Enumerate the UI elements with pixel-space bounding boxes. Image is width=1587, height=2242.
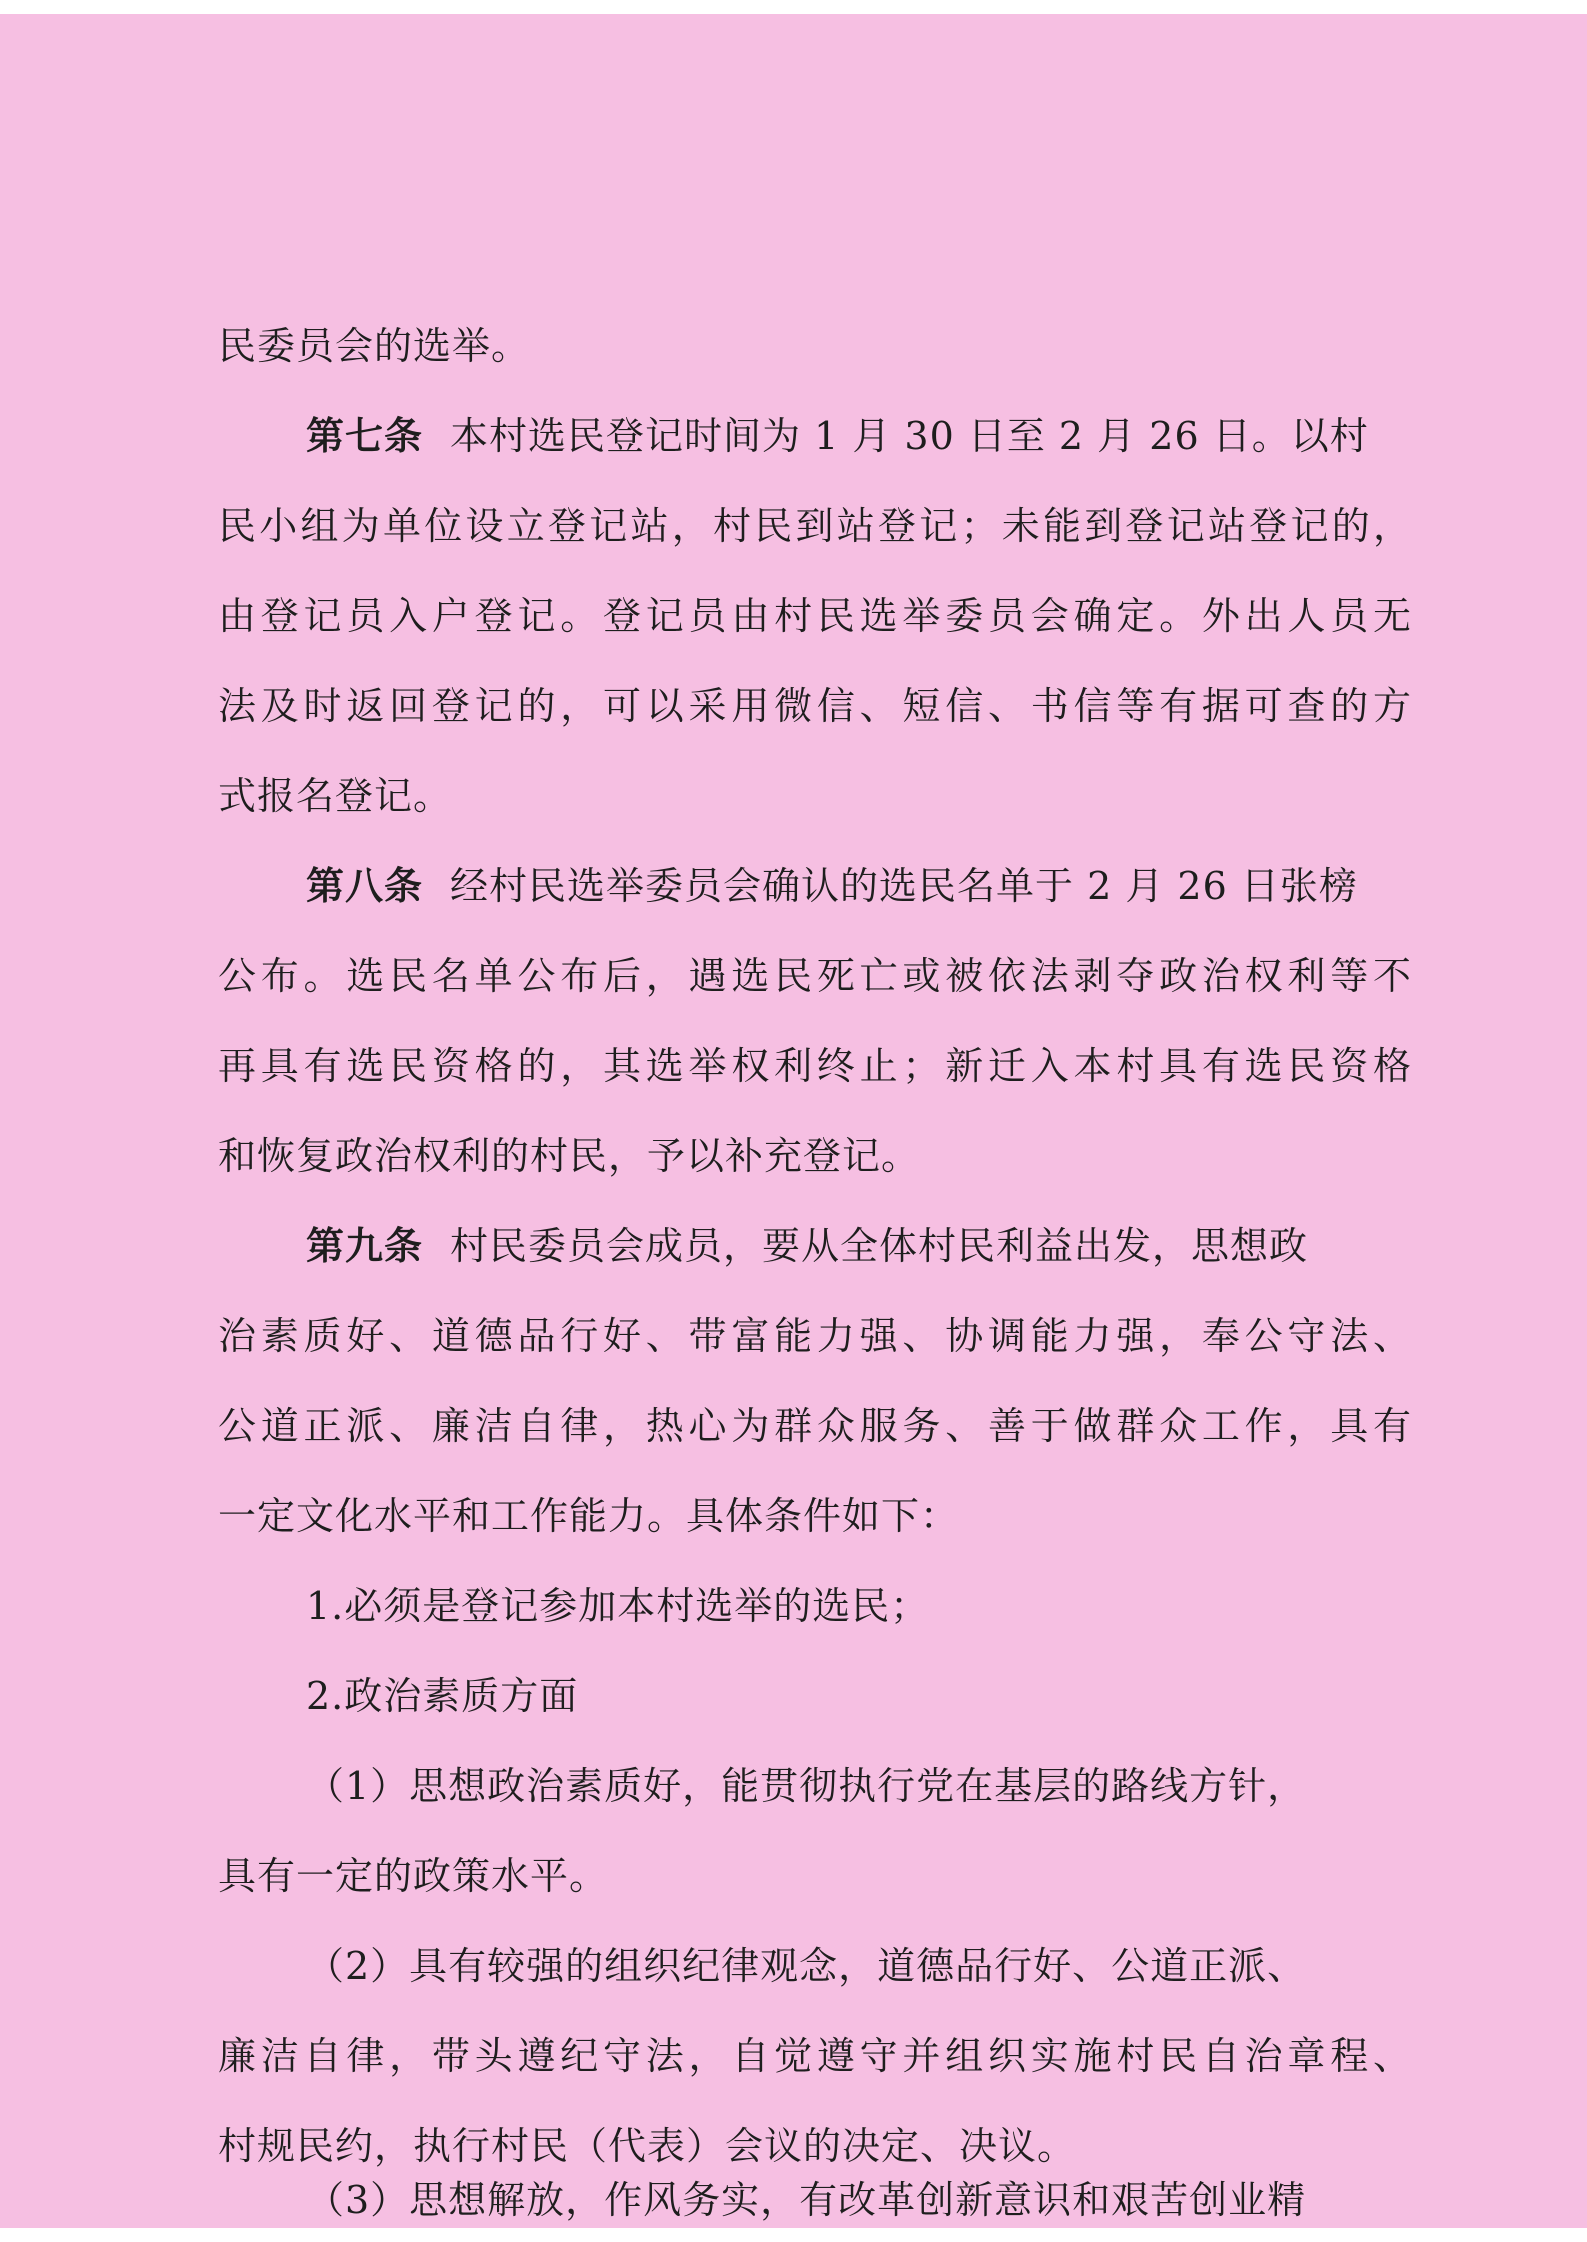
text-line — [0, 946, 1587, 1006]
text-line — [0, 1126, 1587, 1186]
line-text: （1）思想政治素质好，能贯彻执行党在基层的路线方针， — [306, 1764, 1307, 1808]
line-text: （2）具有较强的组织纪律观念，道德品行好、公道正派、 — [306, 1944, 1307, 1988]
article-8-heading-line — [0, 856, 1587, 916]
document-body — [0, 14, 1587, 2228]
document-page — [0, 14, 1587, 2228]
text-line — [0, 676, 1587, 736]
line-text: 和恢复政治权利的村民，予以补充登记。 — [218, 1134, 921, 1178]
text-line — [0, 1486, 1587, 1546]
line-text: 廉洁自律，带头遵纪守法，自觉遵守并组织实施村民自治章程、 — [218, 2034, 1412, 2078]
line-text: 由登记员入户登记。登记员由村民选举委员会确定。外出人员无 — [218, 594, 1412, 638]
text-line — [0, 316, 1587, 376]
line-text: 民小组为单位设立登记站，村民到站登记；未能到登记站登记的， — [218, 504, 1412, 548]
line-text: 村规民约，执行村民（代表）会议的决定、决议。 — [218, 2124, 1077, 2168]
text-line — [0, 1846, 1587, 1906]
article-9-heading-line — [0, 1216, 1587, 1276]
line-text: 村民委员会成员，要从全体村民利益出发，思想政 — [450, 1224, 1309, 1268]
line-text: 法及时返回登记的，可以采用微信、短信、书信等有据可查的方 — [218, 684, 1412, 728]
article-8-heading: 第八条 — [306, 863, 424, 908]
list-item — [0, 1576, 1587, 1636]
line-text: 本村选民登记时间为 1 月 30 日至 2 月 26 日。以村 — [450, 414, 1369, 458]
line-text: 1.必须是登记参加本村选举的选民； — [306, 1584, 930, 1628]
article-7-heading-line — [0, 406, 1587, 466]
line-text: 民委员会的选举。 — [218, 324, 531, 368]
line-text: 再具有选民资格的，其选举权利终止；新迁入本村具有选民资格 — [218, 1044, 1412, 1088]
text-line — [0, 1396, 1587, 1456]
line-text: 公道正派、廉洁自律，热心为群众服务、善于做群众工作，具有 — [218, 1404, 1412, 1448]
text-line — [0, 586, 1587, 646]
line-text: 一定文化水平和工作能力。具体条件如下： — [218, 1494, 960, 1538]
line-text: 2.政治素质方面 — [306, 1674, 579, 1718]
sub-list-item — [0, 1936, 1587, 1996]
article-9-heading: 第九条 — [306, 1223, 424, 1268]
line-text: 经村民选举委员会确认的选民名单于 2 月 26 日张榜 — [450, 864, 1358, 908]
article-7-heading: 第七条 — [306, 413, 424, 458]
line-text: 治素质好、道德品行好、带富能力强、协调能力强，奉公守法、 — [218, 1314, 1412, 1358]
line-text: 具有一定的政策水平。 — [218, 1854, 609, 1898]
line-text: （3）思想解放，作风务实，有改革创新意识和艰苦创业精 — [306, 2178, 1307, 2222]
line-text: 公布。选民名单公布后，遇选民死亡或被依法剥夺政治权利等不 — [218, 954, 1412, 998]
list-item — [0, 1666, 1587, 1726]
sub-list-item — [0, 2170, 1587, 2228]
text-line — [0, 1306, 1587, 1366]
text-line — [0, 2116, 1587, 2176]
sub-list-item — [0, 1756, 1587, 1816]
text-line — [0, 1036, 1587, 1096]
text-line — [0, 766, 1587, 826]
text-line — [0, 496, 1587, 556]
line-text: 式报名登记。 — [218, 774, 453, 818]
text-line — [0, 2026, 1587, 2086]
